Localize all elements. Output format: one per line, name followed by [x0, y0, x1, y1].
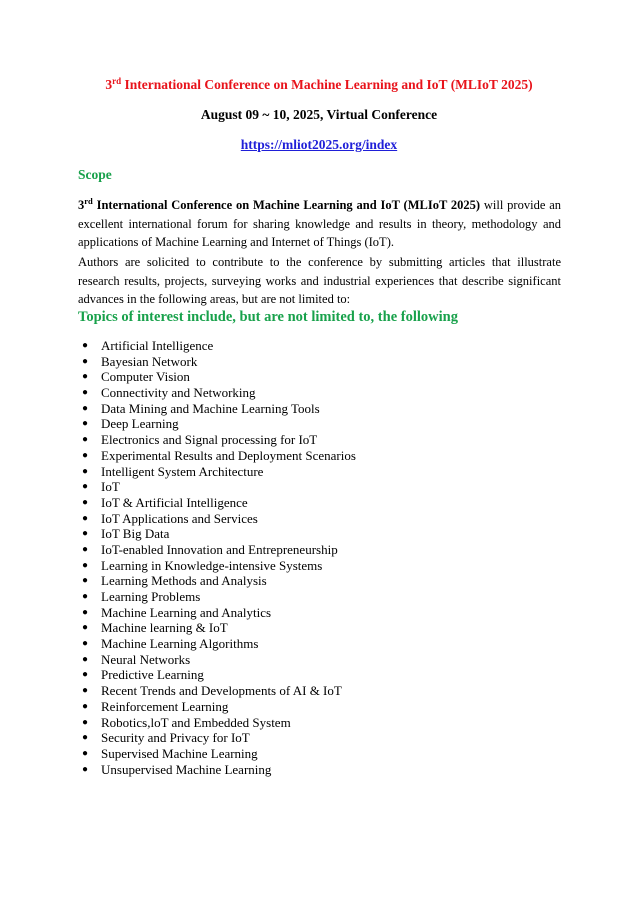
- bullet-icon: ●: [81, 449, 89, 461]
- bullet-icon: ●: [81, 638, 89, 650]
- bullet-icon: ●: [81, 591, 89, 602]
- topic-label: Robotics,loT and Embedded System: [101, 714, 291, 730]
- topic-label: Computer Vision: [101, 369, 190, 385]
- intro-ordinal-number: 3: [78, 198, 85, 212]
- scope-intro-text: will provide an excellent international forum for sharing knowledge and results in theory, methodology and applications of Machine Learning and Internet of Things (IoT).: [78, 198, 561, 249]
- bullet-icon: ●: [81, 575, 89, 587]
- conference-url-line: [0, 137, 638, 153]
- scope-intro-paragraph: [78, 196, 561, 252]
- topic-label: IoT Big Data: [101, 526, 170, 542]
- bullet-icon: ●: [81, 747, 89, 759]
- topic-label: Artificial Intelligence: [101, 338, 214, 353]
- title-text: International Conference on Machine Learning and IoT (MLIoT 2025): [121, 77, 533, 92]
- bullet-icon: ●: [81, 606, 89, 618]
- conference-title: [0, 77, 638, 93]
- bullet-icon: ●: [81, 481, 89, 493]
- conference-url-link[interactable]: https://mliot2025.org/index: [240, 137, 398, 152]
- bullet-icon: ●: [81, 402, 89, 414]
- bullet-icon: ●: [81, 371, 89, 383]
- topic-label: Data Mining and Machine Learning Tools: [101, 400, 320, 416]
- bullet-icon: ●: [81, 732, 89, 744]
- topic-label: Learning Problems: [101, 589, 201, 604]
- topic-label: IoT & Artificial Intelligence: [101, 494, 248, 510]
- topic-label: IoT Applications and Services: [101, 510, 258, 526]
- bullet-icon: ●: [81, 543, 89, 555]
- topic-label: Learning in Knowledge-intensive Systems: [101, 557, 323, 573]
- bullet-icon: ●: [81, 340, 89, 351]
- bullet-icon: ●: [81, 669, 89, 681]
- bullet-icon: ●: [81, 700, 89, 712]
- topic-label: Recent Trends and Developments of AI & IoT: [101, 683, 342, 699]
- intro-ordinal-suffix: rd: [84, 196, 93, 206]
- conference-dates: August 09 ~ 10, 2025, Virtual Conference: [200, 107, 438, 122]
- topic-label: Electronics and Signal processing for IoT: [101, 432, 318, 448]
- topic-label: IoT-enabled Innovation and Entrepreneurship: [101, 541, 338, 557]
- bullet-icon: ●: [81, 763, 89, 775]
- topic-label: IoT: [101, 479, 120, 495]
- topic-label: Intelligent System Architecture: [101, 463, 264, 479]
- topic-label: Machine learning & IoT: [101, 620, 228, 636]
- bullet-icon: ●: [81, 496, 89, 508]
- topics-heading: Topics of interest include, but are not limited to, the following: [78, 309, 458, 325]
- bullet-icon: ●: [81, 355, 89, 367]
- topic-label: Predictive Learning: [101, 667, 204, 683]
- topic-label: Deep Learning: [101, 416, 179, 432]
- bullet-icon: ●: [81, 434, 89, 446]
- bullet-icon: ●: [81, 465, 89, 477]
- title-ordinal-suffix: rd: [112, 76, 122, 86]
- topic-label: Reinforcement Learning: [101, 698, 229, 714]
- bullet-icon: ●: [81, 685, 89, 697]
- scope-heading: Scope: [78, 167, 112, 182]
- scope-intro-conference-name: [78, 198, 480, 212]
- topic-label: Unsupervised Machine Learning: [101, 761, 272, 777]
- topic-label: Security and Privacy for IoT: [101, 730, 250, 746]
- bullet-icon: ●: [81, 512, 89, 524]
- topic-label: Machine Learning Algorithms: [101, 636, 259, 652]
- topic-label: Supervised Machine Learning: [101, 745, 258, 761]
- bullet-icon: ●: [81, 716, 89, 728]
- bullet-icon: ●: [81, 559, 89, 571]
- topic-label: Learning Methods and Analysis: [101, 573, 267, 589]
- topic-label: Machine Learning and Analytics: [101, 604, 272, 620]
- bullet-icon: ●: [81, 622, 89, 634]
- bullet-icon: ●: [81, 418, 89, 430]
- topic-label: Bayesian Network: [101, 353, 198, 369]
- scope-solicit-paragraph: Authors are solicited to contribute to the conference by submitting articles that illustrate research results, projects, surveying works and industrial experiences that describe significant advances in the following areas, but are not limited to:: [78, 255, 561, 306]
- topic-label: Experimental Results and Deployment Scenarios: [101, 447, 356, 463]
- bullet-icon: ●: [81, 387, 89, 399]
- bullet-icon: ●: [81, 653, 89, 665]
- bullet-icon: ●: [81, 528, 89, 540]
- intro-conference-text: International Conference on Machine Learning and IoT (MLIoT 2025): [92, 198, 481, 212]
- topic-label: Neural Networks: [101, 651, 191, 667]
- title-ordinal-number: 3: [105, 77, 113, 92]
- topic-label: Connectivity and Networking: [101, 385, 256, 401]
